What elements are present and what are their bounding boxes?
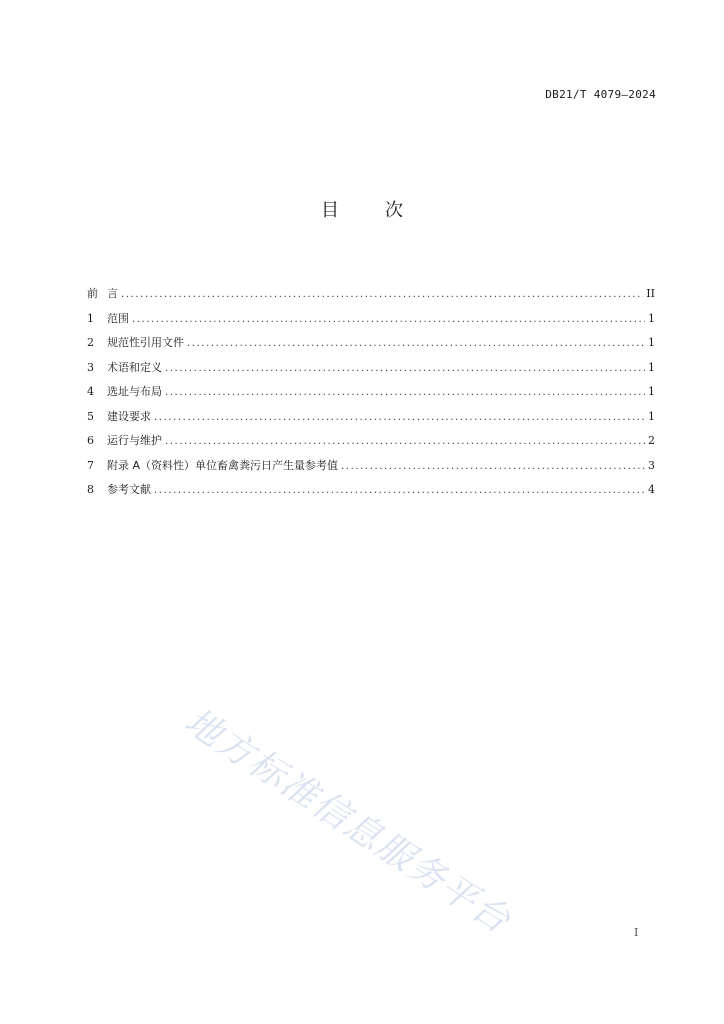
toc-entry[interactable] [87,310,655,335]
toc-entry-label: 范围 [107,311,129,325]
toc-leader-dots [165,387,645,398]
toc-entry-number: 1 [87,311,94,325]
toc-entry-number: 7 [87,458,94,472]
toc-entry[interactable] [87,432,655,457]
toc-entry-label: 运行与维护 [107,434,162,447]
toc-entry[interactable] [87,359,655,384]
toc-entry-page: 2 [648,434,655,447]
toc-leader-dots [187,338,645,349]
toc-entry-page: II [646,287,655,300]
toc-entry-label: 选址与布局 [107,385,162,398]
page-number: I [634,926,639,939]
toc-entry-page: 4 [648,483,655,496]
title-char-2: 次 [385,200,403,221]
standard-code: DB21/T 4079—2024 [545,88,656,101]
page-title [0,196,724,222]
toc-entry-label: 参考文献 [107,483,151,496]
toc-entry-number: 前 [87,287,98,300]
toc-entry-label: 附录 A（资料性）单位畜禽粪污日产生量参考值 [107,458,339,472]
toc-entry-page: 1 [648,409,655,423]
toc-entry-number: 4 [87,385,94,398]
toc-leader-dots [121,289,643,300]
watermark: 地方标准信息服务平台 [177,700,519,943]
toc-entry-number: 5 [87,409,94,423]
toc-entry[interactable] [87,481,655,506]
toc-entry-page: 1 [648,311,655,325]
toc-leader-dots [132,314,645,325]
toc-leader-dots [165,363,645,374]
toc-entry-label: 建设要求 [107,409,151,423]
toc-entry[interactable] [87,408,655,433]
toc-entry-page: 3 [648,458,655,472]
toc-entry-page: 1 [648,385,655,398]
toc-entry-label: 规范性引用文件 [107,336,184,349]
toc-leader-dots [165,436,645,447]
toc-entry-number: 3 [87,360,94,374]
toc-entry[interactable] [87,334,655,359]
toc-entry-number: 8 [87,483,94,496]
toc-entry[interactable] [87,383,655,408]
toc-entry-number: 2 [87,336,94,349]
toc-leader-dots [154,485,645,496]
toc-leader-dots [341,461,645,472]
toc-entry-page: 1 [648,360,655,374]
toc-entry[interactable] [87,285,655,310]
toc-entry-page: 1 [648,336,655,349]
toc-entry-number: 6 [87,434,94,447]
table-of-contents [87,285,655,506]
toc-entry-label: 言 [107,287,118,300]
toc-entry[interactable] [87,457,655,482]
toc-entry-label: 术语和定义 [107,360,162,374]
toc-leader-dots [154,412,645,423]
title-char-1: 目 [321,200,339,221]
